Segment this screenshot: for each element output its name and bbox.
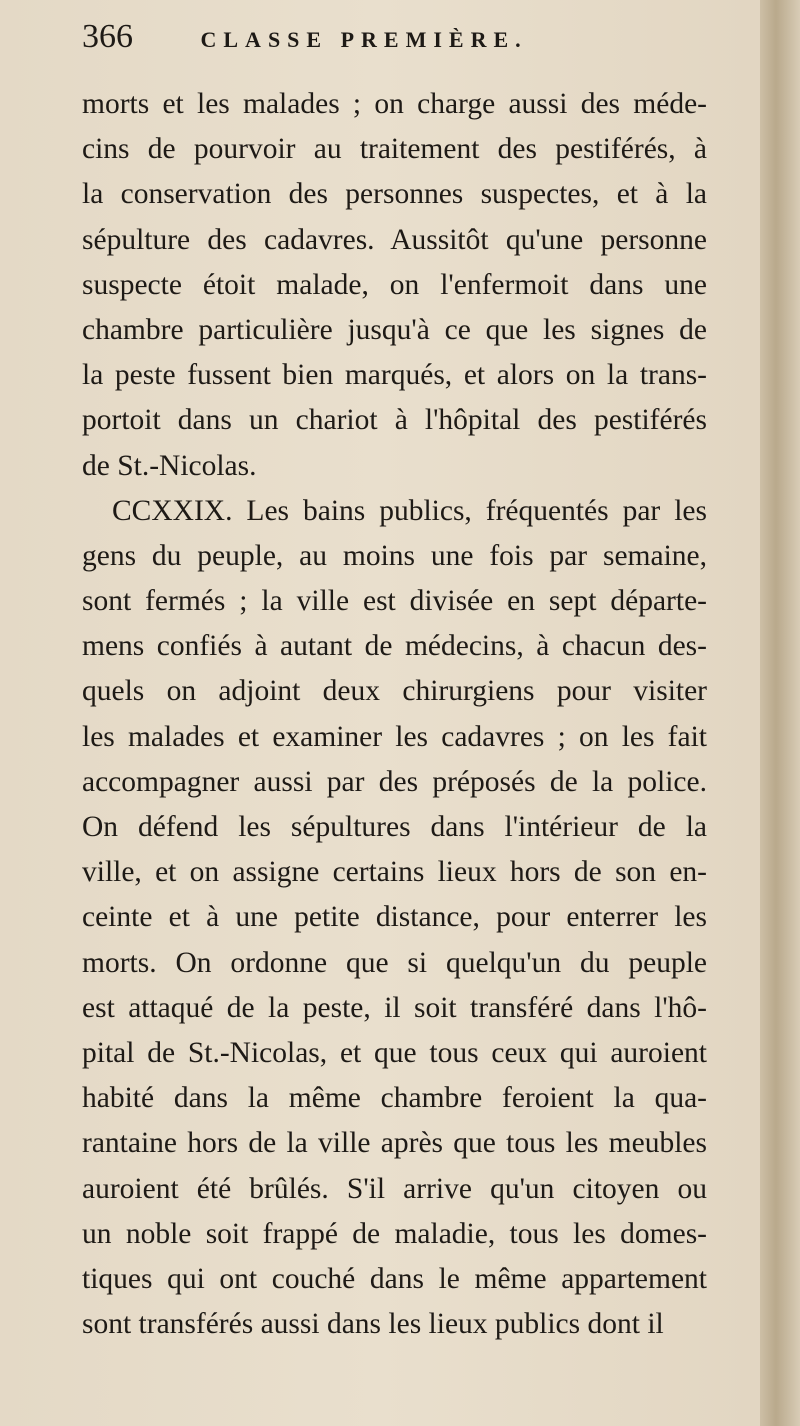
text-line: morts. On ordonne que si quelqu'un du peuple (82, 946, 707, 979)
text-line: portoit dans un chariot à l'hôpital des pestiférés (82, 404, 707, 437)
text-line: gens du peuple, au moins une fois par semaine, (82, 539, 707, 572)
text-line: On défend les sépultures dans l'intérieur de la (82, 811, 707, 843)
body-text (82, 82, 707, 1347)
page-header (82, 18, 528, 56)
text-line: mens confiés à autant de médecins, à chacun des- (82, 630, 707, 663)
text-line: sont transférés aussi dans les lieux publics dont il (82, 1308, 664, 1341)
text-line: sépulture des cadavres. Aussitôt qu'une personne (82, 223, 707, 256)
text-line: ville, et on assigne certains lieux hors de son en- (82, 856, 707, 889)
page-edge (760, 0, 800, 1426)
running-title: CLASSE PREMIÈRE. (200, 27, 528, 52)
text-line: tiques qui ont couché dans le même appartement (82, 1262, 707, 1295)
text-line: la conservation des personnes suspectes, et à la (82, 178, 707, 211)
text-line: pital de St.-Nicolas, et que tous ceux qui auroient (82, 1036, 707, 1069)
text-line: morts et les malades ; on charge aussi des méde- (82, 88, 707, 120)
text-line: quels on adjoint deux chirurgiens pour visiter (82, 675, 707, 708)
text-line: de St.-Nicolas. (82, 449, 257, 482)
text-line: habité dans la même chambre feroient la qua- (82, 1082, 707, 1115)
text-line: ceinte et à une petite distance, pour enterrer les (82, 901, 707, 934)
text-line: accompagner aussi par des préposés de la police. (82, 765, 707, 798)
text-line: suspecte étoit malade, on l'enfermoit dans une (82, 268, 707, 301)
text-line: un noble soit frappé de maladie, tous les domes- (82, 1217, 707, 1250)
text-line: est attaqué de la peste, il soit transféré dans l'hô- (82, 991, 707, 1024)
text-line: rantaine hors de la ville après que tous les meubles (82, 1127, 707, 1160)
text-line: cins de pourvoir au traitement des pestiférés, à (82, 133, 707, 166)
text-line: les malades et examiner les cadavres ; on les fait (82, 720, 707, 753)
text-line: chambre particulière jusqu'à ce que les signes de (82, 313, 707, 346)
text-line: la peste fussent bien marqués, et alors on la trans- (82, 359, 707, 392)
text-line: auroient été brûlés. S'il arrive qu'un citoyen ou (82, 1172, 707, 1205)
text-line: CCXXIX. Les bains publics, fréquentés par les (112, 494, 707, 527)
text-line: sont fermés ; la ville est divisée en sept départe- (82, 585, 707, 618)
page-number: 366 (82, 18, 133, 55)
